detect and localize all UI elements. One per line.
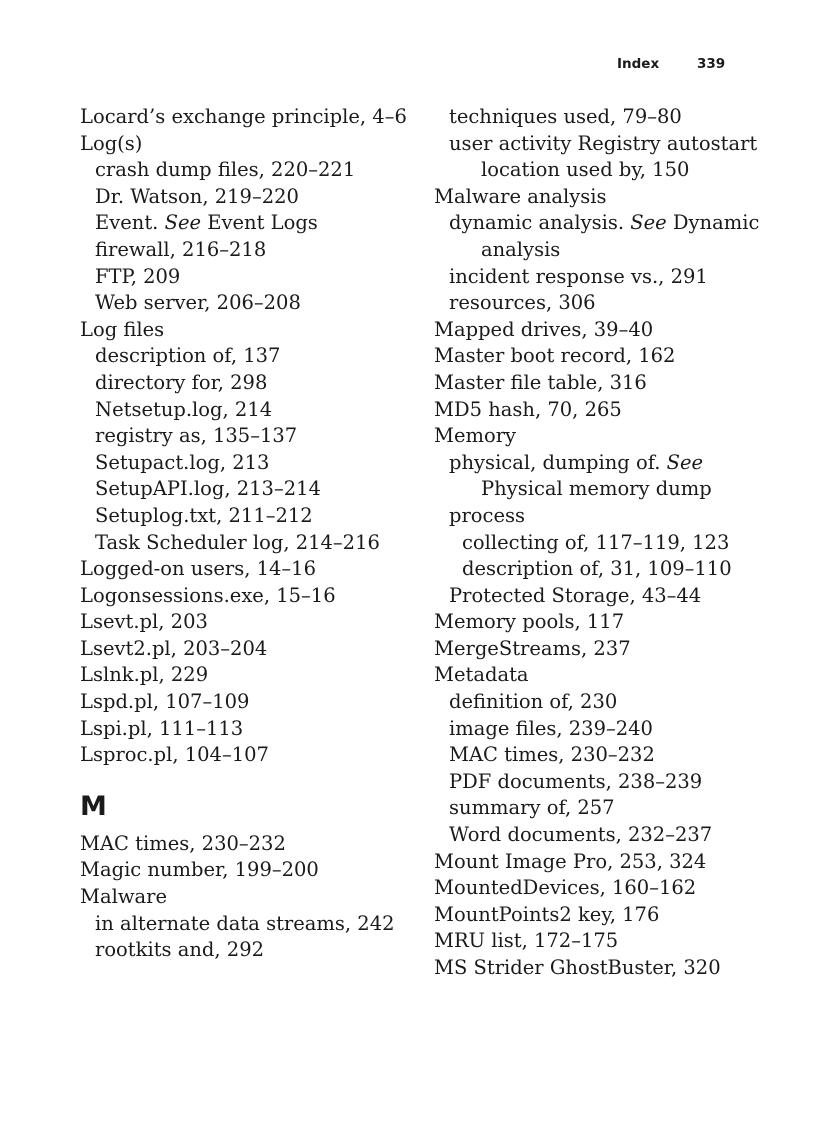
index-column-right <box>434 104 774 982</box>
index-entry-text: summary of, 257 <box>449 796 615 820</box>
index-entry-text: Master boot record, 162 <box>434 344 676 368</box>
index-entry <box>80 884 420 911</box>
index-entry-text: rootkits and, 292 <box>95 938 265 962</box>
index-entry-text: Setuplog.txt, 211–212 <box>95 503 313 527</box>
index-entry-text: FTP, 209 <box>95 264 181 288</box>
index-entry <box>434 742 774 769</box>
index-entry <box>80 911 420 938</box>
index-entry <box>80 157 420 184</box>
index-entry-text: Log(s) <box>80 131 143 155</box>
index-entry-text: dynamic analysis. See Dynamic <box>449 211 760 235</box>
index-entry <box>434 556 774 583</box>
index-entry-text: Mount Image Pro, 253, 324 <box>434 849 707 873</box>
index-entry-continuation: location used by, 150 <box>481 158 690 182</box>
index-entry <box>80 636 420 663</box>
index-entry-text: physical, dumping of. See <box>449 450 704 474</box>
index-entry <box>434 769 774 796</box>
index-entry <box>434 423 774 450</box>
header-section-title: Index <box>617 56 660 72</box>
index-entry-text: Lsevt.pl, 203 <box>80 610 208 634</box>
index-entry-text: MAC times, 230–232 <box>80 831 286 855</box>
index-entry-text: SetupAPI.log, 213–214 <box>95 477 321 501</box>
index-entry <box>80 609 420 636</box>
index-entry <box>434 210 774 263</box>
index-entry <box>434 662 774 689</box>
index-entry-text: Malware analysis <box>434 184 607 208</box>
section-letter-heading: M <box>80 790 107 822</box>
index-entry-text: directory for, 298 <box>95 370 268 394</box>
index-entry-text: MergeStreams, 237 <box>434 636 631 660</box>
index-entry-text: Logged-on users, 14–16 <box>80 557 316 581</box>
index-entry-text: Lspi.pl, 111–113 <box>80 716 244 740</box>
index-entry <box>80 237 420 264</box>
page-number: 339 <box>697 56 726 72</box>
index-entry <box>80 450 420 477</box>
index-entry-text: Log files <box>80 317 165 341</box>
index-entries-l <box>80 104 420 769</box>
index-entry <box>434 370 774 397</box>
index-entry-text: MD5 hash, 70, 265 <box>434 397 622 421</box>
running-header <box>0 56 816 76</box>
index-entry <box>434 609 774 636</box>
index-entry-text: registry as, 135–137 <box>95 424 298 448</box>
index-entry-text: Memory pools, 117 <box>434 610 625 634</box>
index-entry-text: Protected Storage, 43–44 <box>449 583 702 607</box>
index-entry-text: definition of, 230 <box>449 690 618 714</box>
index-entry <box>80 397 420 424</box>
index-entry-text: Lslnk.pl, 229 <box>80 663 209 687</box>
index-entry <box>434 530 774 557</box>
index-entry <box>434 397 774 424</box>
index-entry-text: process <box>449 503 526 527</box>
index-entry <box>434 689 774 716</box>
index-entry-text: Locard’s exchange principle, 4–6 <box>80 105 407 128</box>
index-entry <box>80 184 420 211</box>
index-entry <box>80 937 420 964</box>
index-entry <box>80 476 420 503</box>
index-entry <box>434 503 774 530</box>
index-entry-text: Memory <box>434 424 517 448</box>
index-entry-text: incident response vs., 291 <box>449 264 708 288</box>
index-entry <box>80 370 420 397</box>
index-entry <box>80 503 420 530</box>
index-entry-text: Lspd.pl, 107–109 <box>80 690 250 714</box>
index-entry-text: MRU list, 172–175 <box>434 929 619 953</box>
index-entry-text: Magic number, 199–200 <box>80 858 319 882</box>
index-entry <box>80 423 420 450</box>
index-entry <box>434 636 774 663</box>
index-entry-text: user activity Registry autostart <box>449 131 758 155</box>
index-entry <box>434 184 774 211</box>
index-entry-text: description of, 137 <box>95 344 281 368</box>
index-entry <box>434 450 774 503</box>
index-entry-text: Logonsessions.exe, 15–16 <box>80 583 336 607</box>
index-entry <box>434 131 774 184</box>
index-entry-text: in alternate data streams, 242 <box>95 911 395 935</box>
index-entry-text: Mapped drives, 39–40 <box>434 317 654 341</box>
index-entry <box>80 583 420 610</box>
index-column-left <box>80 104 420 964</box>
index-entry <box>434 583 774 610</box>
index-entries-m <box>80 831 420 964</box>
index-entry <box>80 210 420 237</box>
index-entry <box>434 875 774 902</box>
index-entry-text: MountPoints2 key, 176 <box>434 902 660 926</box>
index-entry <box>434 928 774 955</box>
index-entry-text: Malware <box>80 885 168 909</box>
index-entry-text: description of, 31, 109–110 <box>462 557 732 581</box>
index-entry-text: Word documents, 232–237 <box>449 823 713 847</box>
index-entry-continuation: analysis <box>481 237 561 261</box>
index-entry <box>80 857 420 884</box>
index-entry <box>80 556 420 583</box>
index-entry <box>434 290 774 317</box>
index-entry <box>434 902 774 929</box>
index-entry <box>80 317 420 344</box>
index-entry <box>434 716 774 743</box>
index-entry-text: MAC times, 230–232 <box>449 743 655 767</box>
index-entry <box>80 104 420 131</box>
index-entry <box>434 264 774 291</box>
index-entry <box>80 131 420 158</box>
index-entry-text: Task Scheduler log, 214–216 <box>95 530 380 554</box>
see-reference: See <box>666 450 704 474</box>
index-entry-text: Metadata <box>434 663 529 687</box>
index-entry <box>434 795 774 822</box>
index-entry <box>80 343 420 370</box>
index-entry <box>80 689 420 716</box>
index-entry <box>80 831 420 858</box>
index-entry <box>434 343 774 370</box>
index-entry <box>80 264 420 291</box>
index-entry-text: Dr. Watson, 219–220 <box>95 184 299 208</box>
index-entry <box>434 104 774 131</box>
index-entry <box>80 716 420 743</box>
index-entry <box>80 742 420 769</box>
index-entry-text: Event. See Event Logs <box>95 211 318 235</box>
index-entry-text: collecting of, 117–119, 123 <box>462 530 730 554</box>
index-entry-text: resources, 306 <box>449 291 596 315</box>
index-entry <box>434 317 774 344</box>
index-entry-text: firewall, 216–218 <box>95 237 267 261</box>
index-entry-text: image files, 239–240 <box>449 716 653 740</box>
index-entry-text: Lsproc.pl, 104–107 <box>80 743 269 767</box>
index-entry-text: PDF documents, 238–239 <box>449 769 703 793</box>
index-entry-text: techniques used, 79–80 <box>449 105 682 128</box>
index-entry-text: Web server, 206–208 <box>95 291 301 315</box>
index-entries-right <box>434 104 774 982</box>
index-entry <box>80 662 420 689</box>
index-entry <box>80 290 420 317</box>
index-entry-text: Lsevt2.pl, 203–204 <box>80 636 268 660</box>
index-entry-text: Setupact.log, 213 <box>95 450 270 474</box>
index-entry-text: crash dump files, 220–221 <box>95 158 356 182</box>
index-entry-continuation: Physical memory dump <box>481 477 712 501</box>
index-entry <box>434 822 774 849</box>
index-entry-text: MountedDevices, 160–162 <box>434 876 697 900</box>
index-entry-text: Netsetup.log, 214 <box>95 397 273 421</box>
index-entry-text: MS Strider GhostBuster, 320 <box>434 956 721 979</box>
index-entry <box>434 955 774 982</box>
index-entry <box>80 530 420 557</box>
index-entry-text: Master file table, 316 <box>434 370 647 394</box>
index-entry <box>434 849 774 876</box>
see-reference: See <box>630 211 667 235</box>
see-reference: See <box>164 211 202 235</box>
